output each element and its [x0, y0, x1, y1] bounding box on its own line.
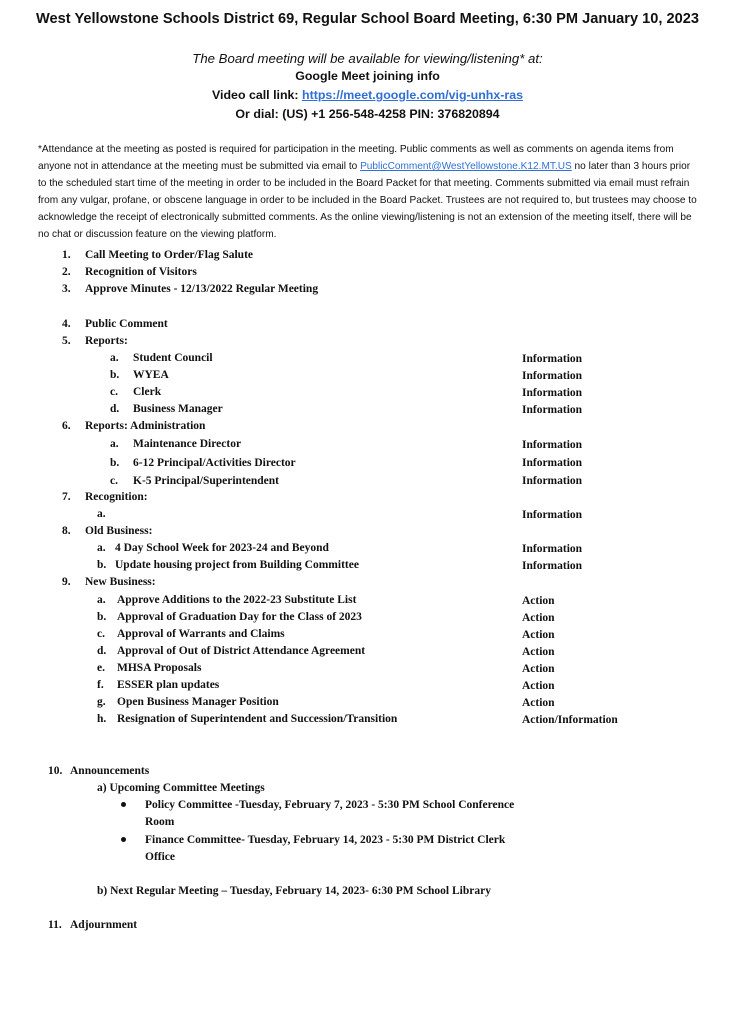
agenda-subitem-letter: g.	[97, 696, 106, 708]
agenda-item-number: 6.	[62, 420, 71, 432]
agenda-subitem-status: Information	[522, 404, 583, 416]
agenda-subitem-letter: c.	[110, 475, 118, 487]
agenda-subitem-label: Business Manager	[133, 403, 223, 415]
agenda-subitem-label: K-5 Principal/Superintendent	[133, 475, 279, 487]
agenda-subitem-label: Resignation of Superintendent and Succession/Transition	[117, 713, 398, 725]
bullet-icon	[121, 837, 126, 842]
video-call-label: Video call link:	[212, 88, 299, 102]
bullet-icon	[121, 802, 126, 807]
agenda-subitem-letter: b.	[110, 457, 120, 469]
agenda-subitem-letter: b.	[110, 369, 120, 381]
agenda-subitem-status: Action	[522, 646, 555, 658]
attendance-note-text-cont: no later than 3 hours prior to the scheduled start time of the meeting in order to be included in the Board Packet for that meeting. Comments submitted via email must refrain from any vulgar, profane, or obscene language in order to be included in the Board Packet. Trustees are not required to, but trustees may choose to acknowledge the receipt of electronically submitted comments. As the online viewing/listening is not an extension of the meeting itself, there will be no chat or discussion feature on the viewing platform.	[38, 161, 697, 240]
agenda-item-label: Adjournment	[70, 919, 138, 931]
page-title: West Yellowstone Schools District 69, Regular School Board Meeting, 6:30 PM January 10, 2023	[36, 11, 699, 27]
agenda-subitem-label: 6-12 Principal/Activities Director	[133, 457, 296, 469]
attendance-note-text: *Attendance at the meeting as posted is required for participation in the meeting. Public comments as well as comments on agenda items from anyone not in attendance at the meeting must be submitted via email to	[38, 144, 674, 172]
public-comment-email-link[interactable]: PublicComment@WestYellowstone.K12.MT.US	[360, 161, 572, 172]
agenda-subitem-letter: b.	[97, 559, 107, 571]
upcoming-meetings-heading: a) Upcoming Committee Meetings	[97, 782, 265, 794]
agenda-item-number: 7.	[62, 491, 71, 503]
agenda-item-label: Reports:	[85, 335, 128, 347]
agenda-subitem-status: Information	[522, 560, 583, 572]
agenda-subitem-status: Action	[522, 697, 555, 709]
agenda-subitem-letter: a.	[110, 438, 119, 450]
video-call-line	[0, 88, 735, 102]
agenda-subitem-status: Action/Information	[522, 714, 618, 726]
agenda-subitem-status: Information	[522, 353, 583, 365]
agenda-item-number: 5.	[62, 335, 71, 347]
agenda-subitem-status: Action	[522, 680, 555, 692]
agenda-subitem-status: Information	[522, 439, 583, 451]
agenda-subitem-letter: a.	[97, 508, 106, 520]
agenda-item-number: 8.	[62, 525, 71, 537]
agenda-subitem-status: Information	[522, 509, 583, 521]
agenda-item-label: Recognition:	[85, 491, 148, 503]
agenda-item-number: 3.	[62, 283, 71, 295]
agenda-item-number: 4.	[62, 318, 71, 330]
agenda-subitem-label: Approval of Warrants and Claims	[117, 628, 285, 640]
agenda-subitem-label: MHSA Proposals	[117, 662, 202, 674]
agenda-item-label: Reports: Administration	[85, 420, 206, 432]
attendance-note	[38, 141, 698, 243]
agenda-subitem-letter: h.	[97, 713, 107, 725]
meet-heading: Google Meet joining info	[295, 69, 440, 83]
agenda-subitem-letter: b.	[97, 611, 107, 623]
agenda-item-number: 10.	[48, 765, 63, 777]
agenda-item-label: Call Meeting to Order/Flag Salute	[85, 249, 253, 261]
agenda-subitem-label: WYEA	[133, 369, 169, 381]
agenda-subitem-status: Information	[522, 370, 583, 382]
dial-in-line: Or dial: (US) +1 256-548-4258 PIN: 376820894	[235, 107, 500, 121]
agenda-subitem-letter: d.	[110, 403, 120, 415]
agenda-subitem-label: Update housing project from Building Committee	[115, 559, 359, 571]
agenda-item-label: New Business:	[85, 576, 156, 588]
agenda-item-label: Recognition of Visitors	[85, 266, 197, 278]
agenda-subitem-label: ESSER plan updates	[117, 679, 220, 691]
agenda-subitem-status: Action	[522, 663, 555, 675]
agenda-subitem-label: Approval of Graduation Day for the Class of 2023	[117, 611, 362, 623]
agenda-item-label: Announcements	[70, 765, 150, 777]
agenda-item-number: 2.	[62, 266, 71, 278]
agenda-subitem-status: Action	[522, 612, 555, 624]
agenda-item-number: 11.	[48, 919, 62, 931]
agenda-subitem-letter: c.	[97, 628, 105, 640]
agenda-subitem-status: Information	[522, 475, 583, 487]
agenda-subitem-label: Approval of Out of District Attendance Agreement	[117, 645, 366, 657]
agenda-item-label: Public Comment	[85, 318, 168, 330]
committee-meeting-line: Policy Committee -Tuesday, February 7, 2023 - 5:30 PM School Conference	[145, 799, 515, 811]
agenda-subitem-letter: c.	[110, 386, 118, 398]
committee-meeting-line: Room	[145, 816, 175, 828]
committee-meeting-line: Office	[145, 851, 176, 863]
agenda-subitem-label: Open Business Manager Position	[117, 696, 279, 708]
agenda-subitem-letter: a.	[110, 352, 119, 364]
agenda-subitem-status: Action	[522, 595, 555, 607]
agenda-subitem-letter: a.	[97, 594, 106, 606]
next-meeting-line: b) Next Regular Meeting – Tuesday, February 14, 2023- 6:30 PM School Library	[97, 885, 491, 897]
agenda-subitem-label: Student Council	[133, 352, 213, 364]
agenda-subitem-status: Information	[522, 457, 583, 469]
agenda-item-number: 1.	[62, 249, 71, 261]
agenda-subitem-label: Maintenance Director	[133, 438, 242, 450]
agenda-item-number: 9.	[62, 576, 71, 588]
agenda-subitem-letter: a.	[97, 542, 106, 554]
committee-meeting-line: Finance Committee- Tuesday, February 14, 2023 - 5:30 PM District Clerk	[145, 834, 506, 846]
agenda-subitem-letter: e.	[97, 662, 105, 674]
agenda-subitem-letter: d.	[97, 645, 107, 657]
agenda-subitem-label: Clerk	[133, 386, 162, 398]
agenda-subitem-label: Approve Additions to the 2022-23 Substitute List	[117, 594, 357, 606]
agenda-subitem-label: 4 Day School Week for 2023-24 and Beyond	[115, 542, 329, 554]
agenda-subitem-status: Information	[522, 543, 583, 555]
agenda-subitem-status: Action	[522, 629, 555, 641]
agenda-item-label: Approve Minutes - 12/13/2022 Regular Meeting	[85, 283, 319, 295]
video-call-link[interactable]: https://meet.google.com/vig-unhx-ras	[302, 88, 523, 102]
viewing-notice: The Board meeting will be available for viewing/listening* at:	[192, 51, 543, 66]
agenda-subitem-status: Information	[522, 387, 583, 399]
agenda-item-label: Old Business:	[85, 525, 153, 537]
agenda-subitem-letter: f.	[97, 679, 104, 691]
